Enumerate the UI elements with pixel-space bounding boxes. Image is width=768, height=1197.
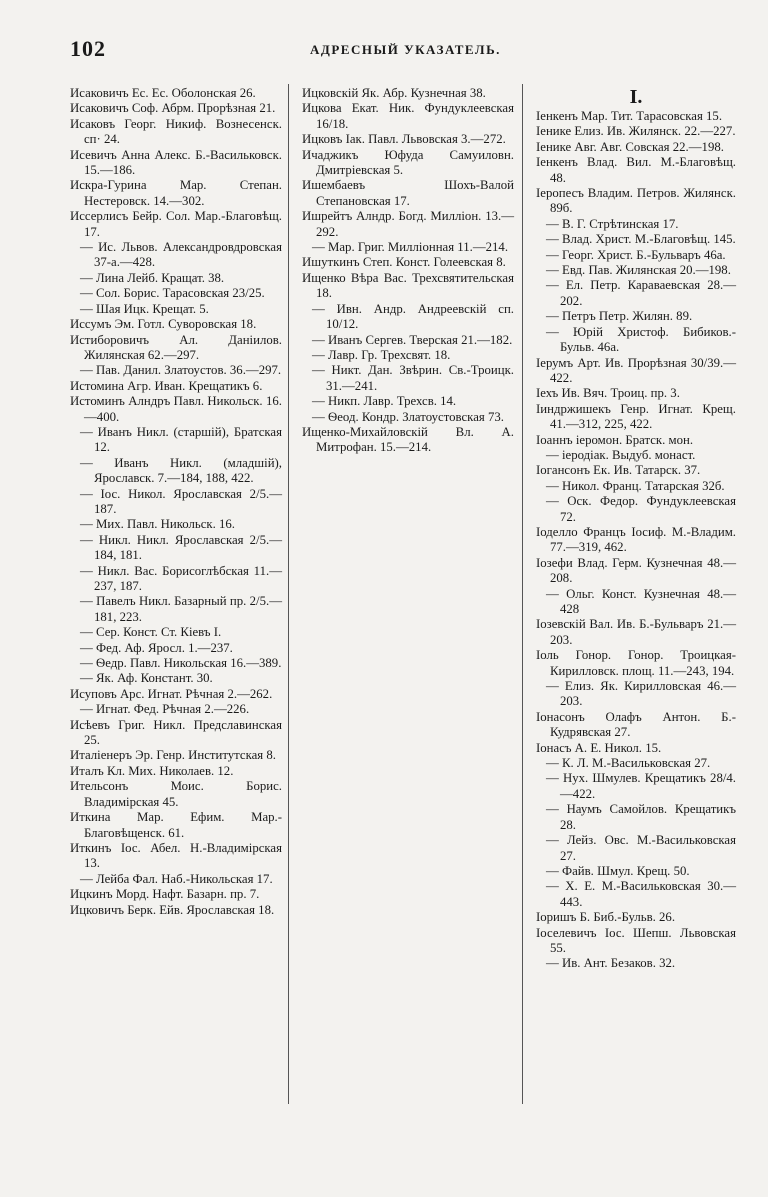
directory-entry: — Павелъ Никл. Базарный пр. 2/5.—181, 223. bbox=[80, 594, 282, 624]
directory-entry: Иссерлисъ Бейр. Сол. Мар.-Благовѣщ. 17. bbox=[70, 209, 282, 239]
directory-entry: — Нух. Шмулев. Крещатикъ 28/4.—422. bbox=[546, 771, 736, 801]
directory-entry: — Як. Аф. Констант. 30. bbox=[80, 671, 213, 686]
column-2 bbox=[302, 86, 514, 456]
directory-entry: — Лейз. Овс. М.-Васильковская 27. bbox=[546, 833, 736, 863]
column-1 bbox=[70, 86, 282, 918]
directory-entry: Іозефи Влад. Герм. Кузнечная 48.—208. bbox=[536, 555, 736, 586]
column-divider-1 bbox=[288, 84, 289, 1104]
directory-entry: — Никп. Лавр. Трехсв. 14. bbox=[312, 394, 457, 409]
directory-entry: — Никл. Вас. Борисоглѣбская 11.—237, 187. bbox=[80, 563, 282, 593]
directory-entry: Ишуткинъ Степ. Конст. Голеевская 8. bbox=[302, 255, 506, 270]
directory-entry: Ишрейтъ Алндр. Богд. Милліон. 13.—292. bbox=[302, 209, 514, 239]
directory-entry: — Влад. Христ. М.-Благовѣщ. 145. bbox=[546, 232, 736, 247]
directory-entry: Іонасонъ Олафъ Антон. Б.-Кудрявская 27. bbox=[536, 709, 736, 740]
directory-entry: — Иванъ Сергев. Тверская 21.—182. bbox=[312, 332, 513, 347]
directory-entry: Ищенко Вѣра Вас. Трехсвятительская 18. bbox=[302, 270, 514, 301]
directory-entry: Ицкинъ Морд. Нафт. Базарн. пр. 7. bbox=[70, 887, 260, 902]
directory-entry: — Елиз. Як. Кирилловская 46.—203. bbox=[546, 679, 736, 709]
directory-entry: Ицковичъ Берк. Ейв. Ярославская 18. bbox=[70, 902, 275, 917]
directory-entry: — Никт. Дан. Звѣрин. Св.-Троицк. 31.—241. bbox=[312, 363, 514, 393]
directory-entry: — Шая Ицк. Крещат. 5. bbox=[80, 301, 209, 316]
directory-entry: — Ис. Львов. Александровдровская 37-а.—428. bbox=[80, 240, 282, 270]
directory-entry: — Ив. Ант. Безаков. 32. bbox=[546, 956, 676, 971]
directory-entry: — Х. Е. М.-Васильковская 30.—443. bbox=[546, 879, 736, 909]
directory-entry: — Пав. Данил. Златоустов. 36.—297. bbox=[80, 363, 282, 378]
directory-entry: Иткинъ Іос. Абел. Н.-Владимірская 13. bbox=[70, 840, 282, 871]
directory-entry: — іеродіак. Выдуб. монаст. bbox=[546, 447, 696, 462]
directory-entry: Ицковскій Як. Абр. Кузнечная 38. bbox=[302, 86, 486, 100]
directory-entry: — Никол. Франц. Татарская 32б. bbox=[546, 478, 725, 493]
directory-entry: — Файв. Шмул. Крещ. 50. bbox=[546, 863, 690, 878]
directory-entry: — Ольг. Конст. Кузнечная 48.—428 bbox=[546, 586, 736, 616]
directory-entry: Іеропесъ Владим. Петров. Жилянск. 89б. bbox=[536, 186, 736, 216]
page-number: 102 bbox=[70, 36, 106, 61]
directory-entry: Ительсонъ Моис. Борис. Владимірская 45. bbox=[70, 779, 282, 809]
directory-entry: — Наумъ Самойлов. Крещатикъ 28. bbox=[546, 802, 736, 832]
directory-entry: Истомина Агр. Иван. Крещатикъ 6. bbox=[70, 378, 263, 393]
directory-entry: Іоселевичъ Іос. Шепш. Львовская 55. bbox=[536, 925, 736, 955]
directory-entry: — Игнат. Фед. Рѣчная 2.—226. bbox=[80, 702, 250, 717]
directory-entry: Исевичъ Анна Алекс. Б.-Васильковск. 15.—186. bbox=[70, 147, 282, 178]
directory-entry: Ищенко-Михайловскій Вл. А. Митрофан. 15.—214. bbox=[302, 424, 514, 455]
directory-entry: Іехъ Ив. Вяч. Троиц. пр. 3. bbox=[536, 386, 680, 401]
directory-entry: Іоль Гонор. Гонор. Троицкая-Кирилловск. площ. 11.—243, 194. bbox=[536, 648, 736, 678]
directory-entry: Истиборовичъ Ал. Даніилов. Жилянская 62.—297. bbox=[70, 332, 282, 362]
directory-entry: — Лейба Фал. Наб.-Никольская 17. bbox=[80, 871, 273, 886]
directory-entry: Іоаннъ іеромон. Братск. мон. bbox=[536, 432, 694, 447]
directory-entry: — В. Г. Стрѣтинская 17. bbox=[546, 216, 679, 231]
directory-entry: Іоделло Францъ Іосиф. М.-Владим. 77.—319, 462. bbox=[536, 524, 736, 555]
directory-entry: Италіенеръ Эр. Генр. Институтская 8. bbox=[70, 748, 276, 763]
directory-entry: — Ѳеод. Кондр. Златоустовская 73. bbox=[312, 409, 504, 424]
directory-entry: Ичаджикъ Юфуда Самуиловн. Дмитріевская 5. bbox=[302, 147, 514, 178]
directory-entry: — К. Л. М.-Васильковская 27. bbox=[546, 756, 711, 771]
directory-entry: Италъ Кл. Мих. Николаев. 12. bbox=[70, 763, 234, 778]
directory-entry: Ишембаевъ Шохъ-Валой Степановская 17. bbox=[302, 178, 514, 208]
directory-entry: — Мар. Григ. Милліонная 11.—214. bbox=[312, 240, 509, 255]
column-divider-2 bbox=[522, 84, 523, 1104]
directory-entry: — Ѳедр. Павл. Никольская 16.—389. bbox=[80, 656, 282, 671]
directory-entry: — Лина Лейб. Кращат. 38. bbox=[80, 270, 225, 285]
directory-entry: Исуповъ Арс. Игнат. Рѣчная 2.—262. bbox=[70, 686, 273, 701]
running-title: АДРЕСНЫЙ УКАЗАТЕЛЬ. bbox=[310, 42, 501, 57]
directory-entry: Истоминъ Алндръ Павл. Никольск. 16.—400. bbox=[70, 394, 282, 424]
directory-entry: Іозевскій Вал. Ив. Б.-Бульваръ 21.—203. bbox=[536, 617, 736, 647]
directory-entry: Іерумъ Арт. Ив. Прорѣзная 30/39.—422. bbox=[536, 355, 736, 385]
directory-entry: Іоришъ Б. Биб.-Бульв. 26. bbox=[536, 910, 676, 925]
directory-entry: Іенике Авг. Авг. Совская 22.—198. bbox=[536, 139, 724, 154]
directory-entry: — Иванъ Никл. (старшій), Братская 12. bbox=[80, 424, 282, 455]
directory-entry: — Ивн. Андр. Андреевскій сп. 10/12. bbox=[312, 301, 514, 332]
column-3 bbox=[536, 86, 736, 972]
directory-entry: — Сол. Борис. Тарасовская 23/25. bbox=[80, 286, 265, 301]
directory-entry: Іенкенъ Влад. Вил. М.-Благовѣщ. 48. bbox=[536, 155, 736, 185]
directory-entry: — Фед. Аф. Яросл. 1.—237. bbox=[80, 640, 233, 655]
page-header bbox=[0, 36, 768, 66]
directory-entry: Иткина Мар. Ефим. Мар.-Благовѣщенск. 61. bbox=[70, 810, 282, 840]
directory-entry: Іенике Елиз. Ив. Жилянск. 22.—227. bbox=[536, 124, 736, 139]
directory-entry: Іогансонъ Ек. Ив. Татарск. 37. bbox=[536, 463, 701, 478]
directory-entry: Исаковичъ Ес. Ес. Оболонская 26. bbox=[70, 86, 256, 100]
directory-entry: Ицковъ Іак. Павл. Львовская 3.—272. bbox=[302, 132, 506, 147]
directory-entry: Иссумъ Эм. Готл. Суворовская 18. bbox=[70, 317, 257, 332]
directory-entry: — Мих. Павл. Никольск. 16. bbox=[80, 517, 235, 532]
directory-entry: — Ел. Петр. Караваевская 28.—202. bbox=[546, 278, 736, 308]
directory-entry: Іонасъ А. Е. Никол. 15. bbox=[536, 740, 662, 755]
directory-entry: — Иванъ Никл. (младшій), Ярославск. 7.—184, 188, 422. bbox=[80, 455, 282, 486]
directory-entry: Исаковъ Георг. Никиф. Вознесенск. сп· 24. bbox=[70, 116, 282, 147]
directory-entry: Ицкова Екат. Ник. Фундуклеевская 16/18. bbox=[302, 101, 514, 131]
directory-entry: Іенкенъ Мар. Тит. Тарасовская 15. bbox=[536, 109, 723, 123]
directory-entry: — Петръ Петр. Жилян. 89. bbox=[546, 309, 693, 324]
section-letter: I. bbox=[629, 86, 643, 108]
directory-entry: — Юрій Христоф. Бибиков.-Бульв. 46а. bbox=[546, 324, 736, 355]
directory-entry: Исаковичъ Соф. Абрм. Прорѣзная 21. bbox=[70, 101, 276, 116]
directory-entry: — Оск. Федор. Фундуклеевская 72. bbox=[546, 494, 736, 524]
directory-entry: Исѣевъ Григ. Никл. Предславинская 25. bbox=[70, 717, 282, 748]
directory-entry: — Сер. Конст. Ст. Кіевъ I. bbox=[80, 625, 222, 640]
directory-entry: Искра-Гурина Мар. Степан. Нестеровск. 14.—302. bbox=[70, 178, 282, 208]
directory-entry: — Никл. Никл. Ярославская 2/5.—184, 181. bbox=[80, 532, 282, 563]
directory-entry: — Евд. Пав. Жилянская 20.—198. bbox=[546, 263, 731, 278]
directory-entry: — Лавр. Гр. Трехсвят. 18. bbox=[312, 347, 451, 362]
directory-entry: Іиндржишекъ Генр. Игнат. Крещ. 41.—312, 225, 422. bbox=[536, 401, 736, 432]
directory-entry: — Іос. Никол. Ярославская 2/5.—187. bbox=[80, 486, 282, 516]
directory-entry: — Георг. Христ. Б.-Бульваръ 46а. bbox=[546, 247, 726, 262]
